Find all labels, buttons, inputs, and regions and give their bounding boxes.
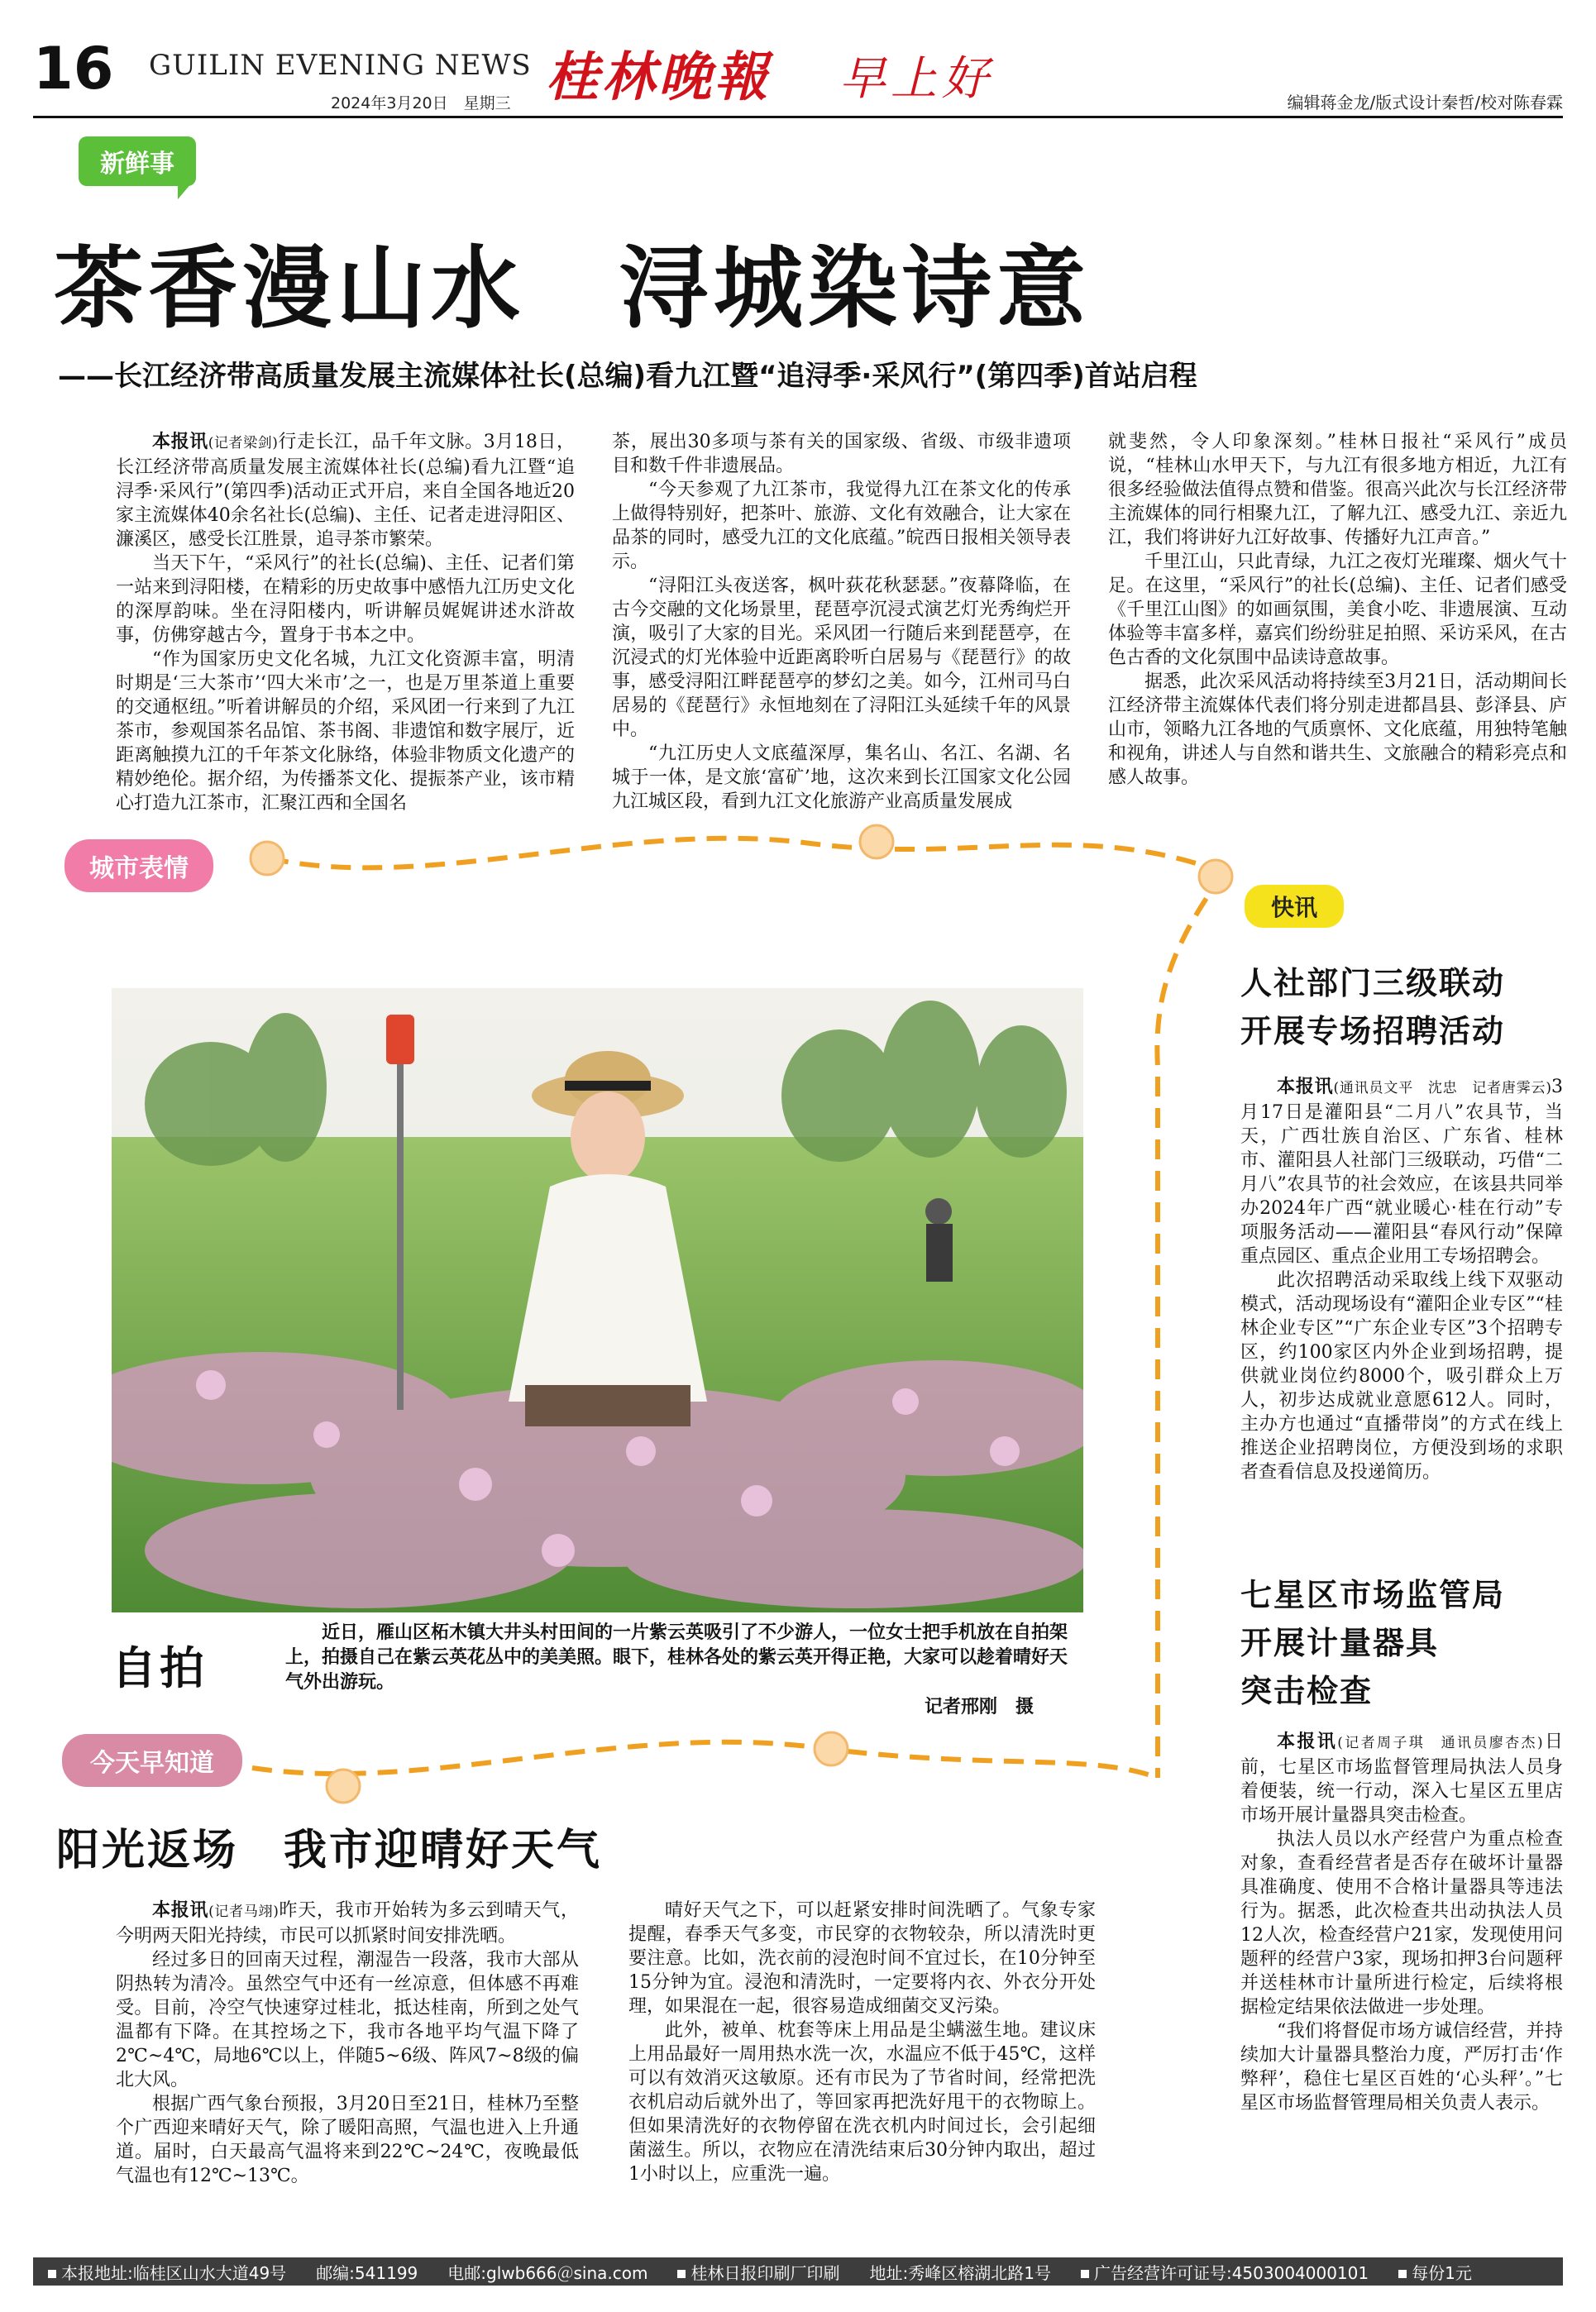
footer-price xyxy=(1383,2260,1487,2284)
caption-text: 近日，雁山区柘木镇大井头村田间的一片紫云英吸引了不少游人，一位女士把手机放在自拍架上，拍摄自己在紫云英花丛中的美美照。眼下，桂林各处的紫云英开得正艳，大家可以趁着晴好天气外出游玩。 xyxy=(285,1622,1068,1693)
footer-postcode: 邮编:541199 xyxy=(316,2262,418,2283)
footer-price-text: 每份1元 xyxy=(1412,2262,1472,2283)
lead-prefix: 本报讯 xyxy=(1277,1732,1338,1752)
lead-text: 行走长江，品千年文脉。3月18日，长江经济带高质量发展主流媒体社长(总编)看九江暨“追浔季·采风行”(第四季)活动正式开启，来自全国各地近20家主流媒体40余名社长(总编)、主任、记者走进浔阳区、濂溪区，感受长江胜景，追寻茶市繁荣。 xyxy=(116,432,575,550)
dot-decoration xyxy=(327,1770,360,1803)
main-headline: 茶香漫山水 浔城染诗意 xyxy=(54,236,1092,341)
weather-col1 xyxy=(116,1899,579,2188)
lead-text: 昨天，我市开始转为多云到晴天气，今明两天阳光持续，市民可以抓紧时间安排洗晒。 xyxy=(116,1900,579,1947)
paragraph: 执法人员以水产经营户为重点检查对象，查看经营者是否存在破坏计量器具准确度、使用不合格计量器具等违法行为。据悉，此次检查共出动执法人员12人次，检查经营户21家，发现使用问题秤的经营户3家，现场扣押3台问题秤并送桂林市计量所进行检定，后续将根据检定结果依法做进一步处理。 xyxy=(1240,1829,1563,2018)
headline-line: 七星区市场监管局 xyxy=(1240,1576,1506,1613)
section-tag-fresh: 新鲜事 xyxy=(79,136,196,186)
brief1-body xyxy=(1240,1075,1563,1484)
paragraph: “我们将督促市场方诚信经营，并持续加大计量器具整治力度，严厉打击‘作弊秤’，稳住七星区百姓的‘心头秤’。”七星区市场监督管理局相关负责人表示。 xyxy=(1240,2021,1563,2114)
section-tag-city: 城市表情 xyxy=(65,839,213,892)
headline-line: 开展专场招聘活动 xyxy=(1240,1012,1506,1049)
lead-article-col1 xyxy=(116,430,575,815)
footer-license-text: 广告经营许可证号:4503004000101 xyxy=(1093,2262,1369,2283)
square-bullet-icon xyxy=(1398,2270,1407,2278)
paragraph: 此次招聘活动采取线上线下双驱动模式，活动现场设有“灌阳企业专区”“桂林企业专区”“广东企业专区”3个招聘专区，约100家区内外企业到场招聘，提供就业岗位约8000个，吸引群众上万人，初步达成就业意愿612人。同时，主办方也通过“直播带岗”的方式在线上推送企业招聘岗位，方便没到场的求职者查看信息及投递简历。 xyxy=(1240,1270,1563,1483)
weather-col2 xyxy=(628,1899,1096,2186)
paragraph: “浔阳江头夜送客，枫叶荻花秋瑟瑟。”夜幕降临，在古今交融的文化场景里，琵琶亭沉浸式演艺灯光秀绚烂开演，吸引了大家的目光。采风团一行随后来到琵琶亭，在沉浸式的灯光体验中近距离聆听白居易与《琵琶行》的故事，感受浔阳江畔琵琶亭的梦幻之美。如今，江州司马白居易的《琵琶行》永恒地刻在了浔阳江头延续千年的风景中。 xyxy=(612,576,1071,740)
footer-license xyxy=(1066,2260,1383,2284)
paragraph: 据悉，此次采风活动将持续至3月21日，活动期间长江经济带主流媒体代表们将分别走进都昌县、彭泽县、庐山市，领略九江各地的气质禀怀、文化底蕴，用独特笔触和视角，讲述人与自然和谐共生、文旅融合的精彩亮点和感人故事。 xyxy=(1108,671,1567,788)
footer-email: 电邮:glwb666＠sina.com xyxy=(447,2262,648,2283)
editor-credits: 编辑蒋金龙/版式设计秦哲/校对陈春霖 xyxy=(1287,93,1563,112)
lead-article-col3 xyxy=(1108,430,1567,790)
paragraph: 此外，被单、枕套等床上用品是尘螨滋生地。建议床上用品最好一周用热水洗一次，水温应不低于45℃，这样可以有效消灭这敏原。还有市民为了节省时间，经常把洗衣机启动后就外出了，等回家再把洗好甩干的衣物晾上。但如果清洗好的衣物停留在洗衣机内时间过长，会引起细菌滋生。所以，衣物应在清洗结束后30分钟内取出，超过1小时以上，应重洗一遍。 xyxy=(628,2020,1096,2185)
dot-decoration xyxy=(860,825,893,858)
footer-printer-text: 桂林日报印刷厂印刷 xyxy=(690,2262,840,2283)
brand-slogan: 早上好 xyxy=(839,52,993,106)
square-bullet-icon xyxy=(1081,2270,1089,2278)
lead-reporter: (通讯员文平 沈忠 记者唐霁云) xyxy=(1333,1080,1551,1096)
brief2-headline xyxy=(1240,1571,1505,1715)
dot-decoration xyxy=(1199,860,1232,893)
speech-tail-icon xyxy=(178,178,196,199)
paragraph: “作为国家历史文化名城，九江文化资源丰富，明清时期是‘三大茶市’‘四大米市’之一，也是万里茶道上重要的交通枢纽。”听着讲解员的介绍，采风团一行来到了九江茶市，参观国茶名品馆、茶书阁、非遗馆和数字展厅，近距离触摸九江的千年茶文化脉络，体验非物质文化遗产的精妙绝伦。据介绍，为传播茶文化、提振茶产业，该市精心打造九江茶市，汇聚江西和全国名 xyxy=(116,649,575,814)
photo-credit: 记者邢刚 摄 xyxy=(924,1697,1034,1717)
section-tag-flash: 快讯 xyxy=(1245,885,1344,928)
dot-decoration xyxy=(251,842,284,875)
footer-bar xyxy=(33,2257,1563,2286)
lead-article-col2 xyxy=(612,430,1071,814)
lead-reporter: (记者周子琪 通讯员廖杏杰) xyxy=(1337,1735,1543,1751)
lead-reporter: (记者马翊) xyxy=(208,1904,279,1920)
paragraph: 经过多日的回南天过程，潮湿告一段落，我市大部从阴热转为清冷。虽然空气中还有一丝凉意，但体感不再难受。目前，冷空气快速穿过桂北，抵达桂南，所到之处气温都有下降。在其控场之下，我市各地平均气温下降了2℃~4℃，局地6℃以上，伴随5~6级、阵风7~8级的偏北大风。 xyxy=(116,1950,579,2090)
photo-caption xyxy=(285,1621,1079,1720)
square-bullet-icon xyxy=(677,2270,686,2278)
lead-text: 日前，七星区市场监督管理局执法人员身着便装，统一行动，深入七星区五里店市场开展计量器具突击检查。 xyxy=(1240,1732,1563,1826)
issue-date: 2024年3月20日 星期三 xyxy=(331,94,511,112)
dot-decoration xyxy=(815,1732,848,1765)
lead-prefix: 本报讯 xyxy=(152,1900,209,1921)
headline-line: 开展计量器具 xyxy=(1240,1624,1440,1661)
paragraph: 就斐然，令人印象深刻。”桂林日报社“采风行”成员说，“桂林山水甲天下，与九江有很多地方相近，九江有很多经验做法值得点赞和借鉴。很高兴此次与长江经济带主流媒体的同行相聚九江，了解九江、感受九江、亲近九江，我们将讲好九江好故事、传播好九江声音。” xyxy=(1108,432,1567,548)
feature-photo xyxy=(112,988,1083,1612)
photo-label: 自拍 xyxy=(112,1641,208,1694)
brief1-headline xyxy=(1240,959,1505,1055)
footer-printer-address: 地址:秀峰区榕湖北路1号 xyxy=(869,2262,1051,2283)
paragraph: “今天参观了九江茶市，我觉得九江在茶文化的传承上做得特别好，把茶叶、旅游、文化有效融合，让大家在品茶的同时，感受九江的文化底蕴。”皖西日报相关领导表示。 xyxy=(612,480,1071,572)
main-subtitle: ——长江经济带高质量发展主流媒体社长(总编)看九江暨“追浔季·采风行”(第四季)首站启程 xyxy=(58,360,1197,393)
lead-prefix: 本报讯 xyxy=(1277,1077,1334,1097)
paragraph: 根据广西气象台预报，3月20日至21日，桂林乃至整个广西迎来晴好天气，除了暖阳高照，气温也进入上升通道。届时，白天最高气温将来到22℃~24℃，夜晚最低气温也有12℃~13℃。 xyxy=(116,2094,579,2186)
paragraph: 当天下午，“采风行”的社长(总编)、主任、记者们第一站来到浔阳楼，在精彩的历史故事中感悟九江历史文化的深厚韵味。坐在浔阳楼内，听讲解员娓娓讲述水浒故事，仿佛穿越古今，置身于书本之中。 xyxy=(116,553,575,646)
headline-line: 突击检查 xyxy=(1240,1672,1374,1709)
brief2-body xyxy=(1240,1730,1563,2115)
header-divider xyxy=(33,116,1563,118)
page-number: 16 xyxy=(33,35,114,103)
paragraph: 晴好天气之下，可以赶紧安排时间洗晒了。气象专家提醒，春季天气多变，市民穿的衣物较杂，所以清洗时更要注意。比如，洗衣前的浸泡时间不宜过长，在10分钟至15分钟为宜。浸泡和清洗时，一定要将内衣、外衣分开处理，如果混在一起，很容易造成细菌交叉污染。 xyxy=(628,1900,1096,2017)
brand-logo: 桂林晚報 xyxy=(546,46,771,108)
lead-prefix: 本报讯 xyxy=(152,432,208,452)
paragraph: “九江历史人文底蕴深厚，集名山、名江、名湖、名城于一体，是文旅‘富矿’地，这次来到长江国家文化公园九江城区段，看到九江文化旅游产业高质量发展成 xyxy=(612,743,1071,812)
section-tag-today: 今天早知道 xyxy=(62,1734,242,1787)
weather-headline: 阳光返场 我市迎晴好天气 xyxy=(56,1825,603,1875)
lead-reporter: (记者梁剑) xyxy=(208,435,278,451)
square-bullet-icon xyxy=(48,2270,56,2278)
lead-text: 3月17日是灌阳县“二月八”农具节，当天，广西壮族自治区、广东省、桂林市、灌阳县人社部门三级联动，巧借“二月八”农具节的社会效应，在该县共同举办2024年广西“就业暖心·桂在行动”专项服务活动——灌阳县“春风行动”保障重点园区、重点企业用工专场招聘会。 xyxy=(1240,1077,1563,1267)
english-masthead: GUILIN EVENING NEWS xyxy=(149,49,532,82)
footer-address xyxy=(33,2260,301,2284)
footer-address-text: 本报地址:临桂区山水大道49号 xyxy=(61,2262,287,2283)
headline-line: 人社部门三级联动 xyxy=(1240,964,1506,1001)
paragraph: 茶，展出30多项与茶有关的国家级、省级、市级非遗项目和数千件非遗展品。 xyxy=(612,432,1071,476)
footer-printer xyxy=(662,2260,854,2284)
paragraph: 千里江山，只此青绿，九江之夜灯光璀璨、烟火气十足。在这里，“采风行”的社长(总编)、主任、记者们感受《千里江山图》的如画氛围，美食小吃、非遗展演、互动体验等丰富多样，嘉宾们纷纷驻足拍照、采访采风，在古色古香的文化氛围中品读诗意故事。 xyxy=(1108,552,1567,668)
